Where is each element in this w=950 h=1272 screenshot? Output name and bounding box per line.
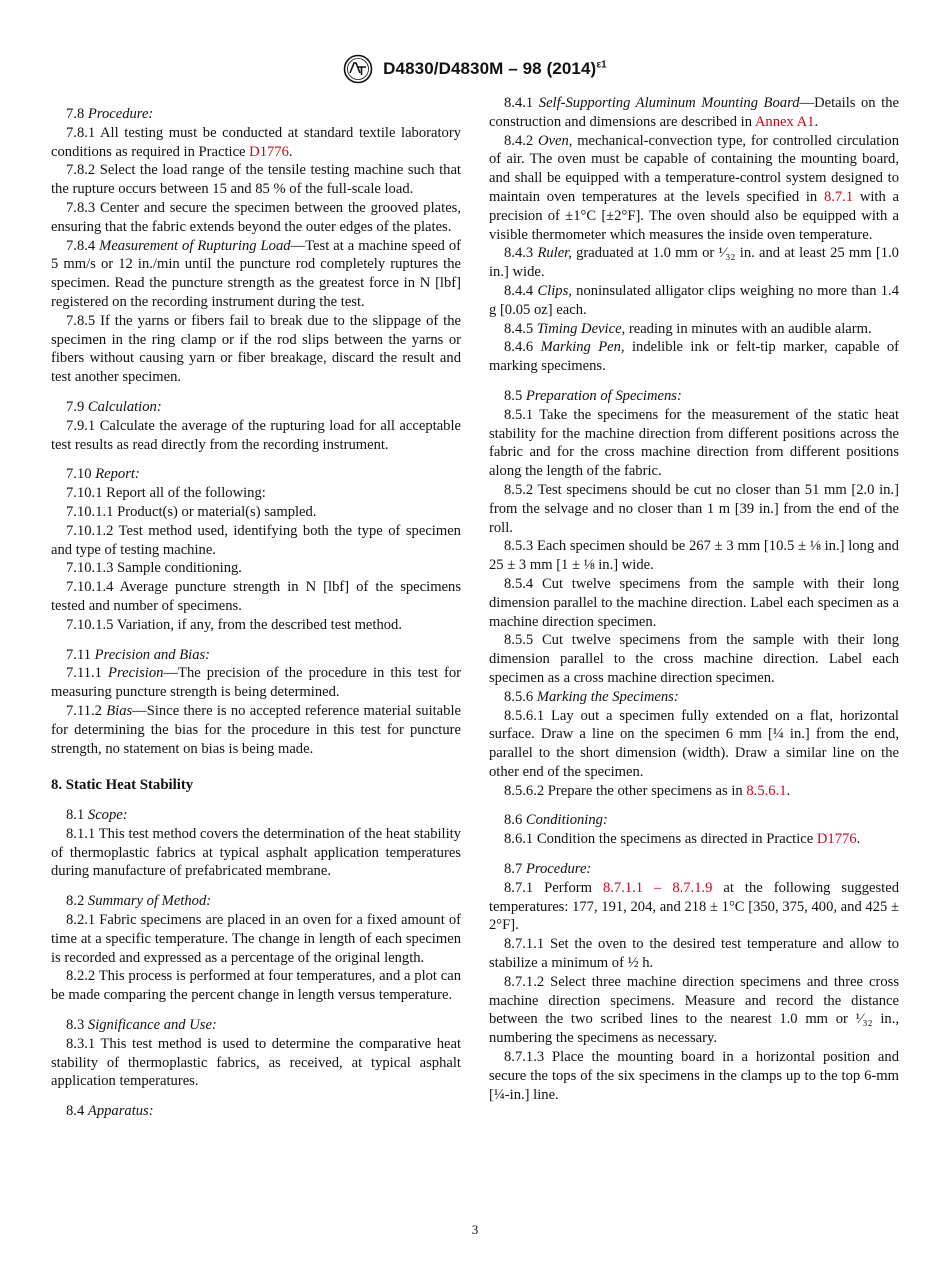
- paragraph: [51, 199, 461, 237]
- section-number: 7.9: [66, 398, 85, 415]
- paragraph-text: reading in minutes with an audible alarm.: [625, 320, 872, 337]
- paragraph: [51, 1016, 461, 1035]
- section-number: 7.10.1.5: [66, 616, 114, 633]
- paragraph: [489, 879, 899, 935]
- paragraph: [489, 707, 899, 782]
- section-number: 8.5.3: [504, 538, 534, 555]
- paragraph-text: Fabric specimens are placed in an oven for a fixed amount of time at a specific temperature. The change in length of each specimen is recorded and expressed as a percentage of the original length.: [51, 912, 461, 966]
- section-number: 8.7.1: [504, 879, 534, 896]
- italic-term: Timing Device,: [536, 320, 626, 337]
- italic-term: Bias: [106, 702, 133, 719]
- italic-term: Marking the Specimens:: [536, 688, 679, 705]
- paragraph: [489, 338, 899, 376]
- paragraph: [489, 688, 899, 707]
- paragraph: [51, 806, 461, 825]
- section-number: 8.5.6: [504, 688, 534, 705]
- right-column: [489, 94, 899, 1104]
- section-number: 7.8.5: [66, 312, 96, 329]
- paragraph: [51, 825, 461, 881]
- section-number: 8.6: [504, 812, 523, 829]
- paragraph: [51, 616, 461, 635]
- paragraph: [489, 830, 899, 849]
- section-number: 8.4.3: [504, 245, 534, 262]
- section-number: 8.3: [66, 1017, 85, 1034]
- section-number: 8.5.6.2: [504, 782, 545, 799]
- paragraph: [51, 417, 461, 455]
- paragraph-text: This test method is used to determine the comparative heat stability of thermoplastic fabrics, as received, at typical asphalt application temperatures.: [51, 1035, 462, 1090]
- paragraph-text: Center and secure the specimen between the grooved plates, ensuring that the fabric extends beyond the outer edges of the plates.: [51, 199, 461, 235]
- paragraph: [489, 320, 899, 339]
- cross-reference-link[interactable]: 8.7.1: [823, 188, 854, 205]
- paragraph: [489, 244, 899, 282]
- italic-term: Ruler,: [537, 245, 572, 262]
- paragraph: [51, 484, 461, 503]
- paragraph-text: Set the oven to the desired test temperature and allow to stabilize a minimum of ½ h.: [489, 936, 899, 972]
- paragraph: [489, 406, 899, 481]
- section-number: 8.1.1: [66, 825, 96, 842]
- paragraph: [51, 161, 461, 199]
- italic-term: Preparation of Specimens:: [525, 387, 682, 404]
- section-number: 8.7: [504, 861, 523, 878]
- paragraph-text: Test specimens should be cut no closer than 51 mm [2.0 in.] from the selvage and no closer than 1 m [39 in.] from the end of the roll.: [489, 481, 899, 536]
- italic-term: Precision: [108, 665, 164, 682]
- section-number: 8.4.5: [504, 320, 534, 337]
- paragraph: [51, 664, 461, 702]
- section-number: 8.7.1.3: [504, 1049, 545, 1066]
- section-number: 8.5.2: [504, 481, 534, 498]
- paragraph-text: .: [856, 831, 861, 848]
- paragraph: [489, 94, 899, 132]
- paragraph-text: .: [786, 782, 791, 799]
- section-number: 7.10.1: [66, 485, 103, 502]
- section-number: 8.4.1: [504, 95, 534, 111]
- italic-term: Self-Supporting Aluminum Mounting Board: [538, 95, 800, 111]
- section-number: 8.2.1: [66, 912, 96, 929]
- cross-reference-link[interactable]: D1776: [249, 143, 289, 160]
- section-heading: 8. Static Heat Stability: [51, 777, 194, 794]
- astm-logo-icon: [343, 54, 373, 84]
- paragraph-text: Each specimen should be 267 ± 3 mm [10.5 ± ⅛ in.] long and 25 ± 3 mm [1 ± ⅛ in.] wide.: [489, 538, 899, 574]
- paragraph: [51, 967, 461, 1005]
- section-number: 8.4.2: [504, 132, 534, 149]
- paragraph-text: Prepare the other specimens as in: [547, 782, 747, 799]
- paragraph: [51, 1102, 461, 1121]
- section-number: 8.5: [504, 387, 523, 404]
- section-number: 7.9.1: [66, 417, 96, 434]
- page-header: [0, 54, 950, 86]
- paragraph: [489, 811, 899, 830]
- italic-term: Apparatus:: [87, 1103, 154, 1120]
- left-column: [51, 94, 461, 1121]
- italic-term: Summary of Method:: [87, 893, 212, 910]
- paragraph-text: Cut twelve specimens from the sample with their long dimension parallel to the machine direction. Label each specimen as a machine direction specimen.: [489, 575, 899, 630]
- paragraph: [51, 124, 461, 162]
- paragraph: [489, 481, 899, 537]
- section-number: 7.8.3: [66, 199, 96, 216]
- paragraph: [51, 522, 461, 560]
- section-number: 8.5.1: [504, 406, 534, 423]
- section-number: 7.8.4: [66, 237, 96, 254]
- paragraph-text: Select three machine direction specimens and three cross machine direction specimens. Measure and record the distance between the two scribed lines to the nearest 1.0 mm or ¹⁄₃₂ in., numbering the specimens as necessary.: [489, 973, 899, 1047]
- italic-term: Report:: [95, 466, 140, 483]
- paragraph: [51, 503, 461, 522]
- italic-term: Scope:: [87, 807, 128, 824]
- paragraph: [489, 575, 899, 631]
- paragraph: [489, 132, 899, 245]
- paragraph-text: Calculate the average of the rupturing load for all acceptable test results as read directly from the recording instrument.: [51, 417, 461, 453]
- paragraph: [51, 559, 461, 578]
- cross-reference-link[interactable]: 8.5.6.1: [746, 782, 787, 799]
- cross-reference-link[interactable]: Annex A1: [754, 113, 815, 130]
- section-number: 7.10.1.2: [66, 522, 114, 539]
- paragraph-text: —Test at a machine speed of 5 mm/s or 12 in./min until the puncture rod completely ruptures the specimen. Read the puncture strength as the greatest force in N [lbf] registered on the recording instrument during the test.: [51, 237, 461, 310]
- paragraph-text: mechanical-convection type, for controlled circulation of air. The oven must be capable of containing the mounting board, and shall be equipped with a temperature-control system designed to maintain oven temperatures at the levels specified in: [489, 132, 899, 205]
- paragraph: [51, 465, 461, 484]
- document-id: D4830/D4830M – 98 $(2014)^{\varepsilon 1}$: [383, 59, 607, 78]
- paragraph: [51, 702, 461, 758]
- italic-term: Oven,: [537, 132, 573, 149]
- italic-term: Marking Pen,: [540, 339, 625, 356]
- paragraph-text: If the yarns or fibers fail to break due to the slippage of the specimen in the ring clamp or if the rod slips between the yarns or fibers without causing yarn or fiber breakage, discard the result and test another specimen.: [51, 312, 461, 386]
- paragraph: [489, 782, 899, 801]
- section-number: 7.10.1.4: [66, 579, 114, 596]
- paragraph: [51, 1035, 461, 1091]
- paragraph-text: This test method covers the determination of the heat stability of thermoplastic fabrics at typical asphalt application temperatures during manufacture of prefabricated membrane.: [51, 825, 462, 880]
- section-number: 7.8.2: [66, 162, 96, 179]
- paragraph: [489, 537, 899, 575]
- paragraph-text: noninsulated alligator clips weighing no more than 1.4 g [0.05 oz] each.: [489, 282, 899, 318]
- paragraph: [51, 911, 461, 967]
- section-number: 8.5.6.1: [504, 707, 545, 724]
- paragraph-text: Condition the specimens as directed in Practice: [536, 831, 817, 848]
- cross-reference-link[interactable]: 8.7.1.1 – 8.7.1.9: [602, 879, 713, 896]
- section-number: 8.7.1.2: [504, 973, 545, 990]
- paragraph-text: Select the load range of the tensile testing machine such that the rupture occurs between 15 and 85 % of the full-scale load.: [51, 162, 461, 198]
- page-number: 3: [471, 1222, 479, 1237]
- paragraph-text: Cut twelve specimens from the sample with their long dimension parallel to the cross machine direction. Label each specimen as a cross machine direction specimen.: [489, 632, 899, 686]
- paragraph-text: .: [288, 143, 293, 160]
- paragraph: [51, 892, 461, 911]
- paragraph: [51, 105, 461, 124]
- italic-term: Clips,: [537, 282, 572, 299]
- paragraph: [489, 935, 899, 973]
- paragraph-text: —Since there is no accepted reference material suitable for determining the bias for the procedure in this test for puncture strength, no statement on bias is being made.: [51, 702, 461, 757]
- paragraph-text: at the following suggested temperatures: 177, 191, 204, and 218 ± 1°C [350, 375, 400, and 425 ± 2°F].: [489, 879, 899, 934]
- italic-term: Significance and Use:: [87, 1017, 217, 1034]
- paragraph-text: Sample conditioning.: [117, 560, 242, 577]
- paragraph-text: Test method used, identifying both the type of specimen and type of testing machine.: [51, 522, 461, 558]
- paragraph: [489, 282, 899, 320]
- section-number: 8.5.5: [504, 632, 534, 649]
- section-number: 8.2.2: [66, 968, 96, 985]
- paragraph-text: Place the mounting board in a horizontal position and secure the tops of the six specimens in the clamps up to the top 6-mm [¼-in.] line.: [489, 1049, 899, 1103]
- paragraph-text: All testing must be conducted at standard textile laboratory conditions as required in Practice: [51, 124, 461, 160]
- section-number: 8.3.1: [66, 1035, 96, 1052]
- section-number: 8.4.6: [504, 339, 534, 356]
- paragraph-text: .: [814, 113, 819, 130]
- paragraph-text: Report all of the following:: [106, 485, 266, 502]
- paragraph: [51, 312, 461, 387]
- italic-term: Calculation:: [87, 398, 162, 415]
- section-number: 8.4.4: [504, 282, 534, 299]
- italic-term: Measurement of Rupturing Load: [99, 237, 291, 254]
- paragraph-text: Perform: [544, 879, 603, 896]
- section-number: 8.4: [66, 1103, 85, 1120]
- italic-term: Conditioning:: [525, 812, 608, 829]
- paragraph: [489, 631, 899, 687]
- section-number: 8.5.4: [504, 575, 534, 592]
- italic-term: Precision and Bias:: [94, 646, 211, 663]
- paragraph: [489, 973, 899, 1048]
- paragraph: [51, 237, 461, 312]
- section-number: 7.11.1: [66, 665, 102, 682]
- section-number: 7.8: [66, 106, 85, 122]
- paragraph-text: Average puncture strength in N [lbf] of the specimens tested and number of specimens.: [51, 579, 461, 614]
- paragraph: [489, 387, 899, 406]
- paragraph-text: —The precision of the procedure in this test for measuring puncture strength is being determined.: [51, 665, 461, 701]
- cross-reference-link[interactable]: D1776: [816, 831, 857, 848]
- paragraph-text: indelible ink or felt-tip marker, capable of marking specimens.: [489, 339, 899, 375]
- section-number: 7.10: [66, 466, 92, 483]
- section-number: 8.1: [66, 807, 85, 824]
- section-number: 7.8.1: [66, 124, 96, 141]
- paragraph-text: with a precision of ±1°C [±2°F]. The oven should also be equipped with a visible thermometer which measures the inside oven temperature.: [489, 188, 899, 243]
- paragraph: [51, 646, 461, 665]
- section-number: 7.10.1.3: [66, 560, 114, 577]
- paragraph-text: —Details on the construction and dimensions are described in: [489, 95, 900, 130]
- section-number: 8.2: [66, 893, 85, 910]
- paragraph-text: Variation, if any, from the described test method.: [116, 616, 402, 633]
- paragraph: [489, 860, 899, 879]
- paragraph-text: Lay out a specimen fully extended on a flat, horizontal surface. Draw a line on the specimen 6 mm [¼ in.] from the end, parallel to the short dimension (width). Draw a similar line on the other end of the specimen.: [489, 707, 899, 780]
- section-number: 8.7.1.1: [504, 936, 545, 953]
- section-number: 8.6.1: [504, 831, 534, 848]
- paragraph-text: Take the specimens for the measurement of the static heat stability for the machine direction from different positions across the fabric and for the cross machine direction from different positions along the length of the fabric.: [489, 406, 900, 480]
- paragraph-text: This process is performed at four temperatures, and a plot can be made comparing the percent change in length versus temperature.: [51, 968, 461, 1004]
- paragraph: [51, 578, 461, 616]
- section-number: 7.11.2: [66, 702, 102, 719]
- italic-term: Procedure:: [87, 106, 154, 122]
- paragraph: [489, 1048, 899, 1104]
- italic-term: Procedure:: [525, 861, 592, 878]
- paragraph-text: graduated at 1.0 mm or ¹⁄₃₂ in. and at least 25 mm [1.0 in.] wide.: [489, 245, 899, 281]
- section-number: 7.10.1.1: [66, 503, 114, 520]
- paragraph-text: Product(s) or material(s) sampled.: [117, 503, 317, 520]
- paragraph: [51, 398, 461, 417]
- section-number: 7.11: [66, 646, 91, 663]
